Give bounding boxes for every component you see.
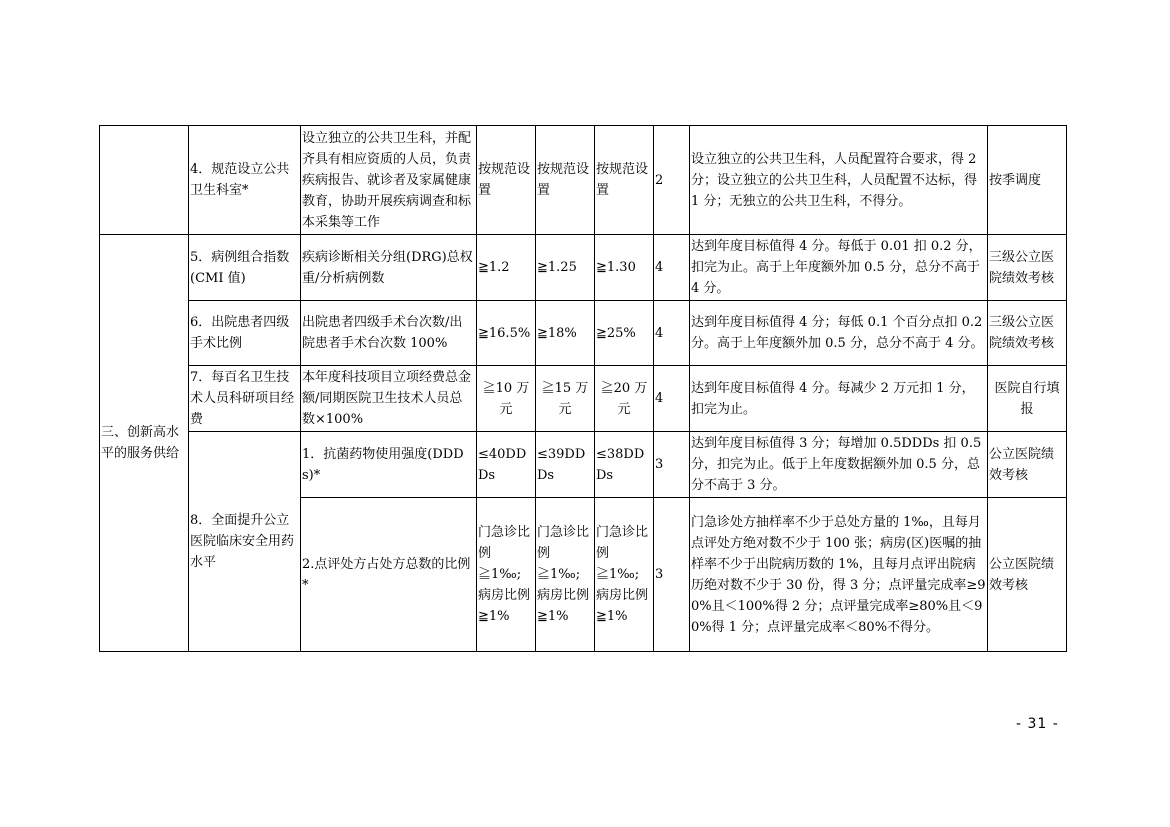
definition-cell: 本年度科技项目立项经费总金额/同期医院卫生技术人员总数×100% bbox=[301, 366, 477, 432]
rule-cell: 达到年度目标值得 4 分；每低 0.1 个百分点扣 0.2 分。高于上年度额外加 0.5 分，总分不高于 4 分。 bbox=[690, 301, 988, 366]
score-cell: 4 bbox=[654, 301, 690, 366]
target-cell: ≧1.2 bbox=[477, 235, 536, 301]
table-row bbox=[100, 235, 1067, 301]
table-row bbox=[100, 126, 1067, 235]
score-cell: 2 bbox=[654, 126, 690, 235]
table-row bbox=[100, 301, 1067, 366]
target-cell: ≧16.5% bbox=[477, 301, 536, 366]
target-cell: 门急诊比例 ≧1‰;病房比例 ≧1% bbox=[477, 498, 536, 652]
rule-cell: 设立独立的公共卫生科，人员配置符合要求，得 2 分；设立独立的公共卫生科，人员配置不达标，得 1 分；无独立的公共卫生科，不得分。 bbox=[690, 126, 988, 235]
target-cell: ≧18% bbox=[536, 301, 595, 366]
indicator-cell: 4．规范设立公共卫生科室* bbox=[189, 126, 301, 235]
target-cell: ≤40DDDs bbox=[477, 432, 536, 498]
indicator-cell: 5．病例组合指数(CMI 值) bbox=[189, 235, 301, 301]
source-cell: 三级公立医院绩效考核 bbox=[988, 301, 1067, 366]
target-cell: ≧10 万元 bbox=[477, 366, 536, 432]
target-cell: 门急诊比例 ≧1‰;病房比例 ≧1% bbox=[536, 498, 595, 652]
target-cell: ≤38DDDs bbox=[595, 432, 654, 498]
source-cell: 公立医院绩效考核 bbox=[988, 498, 1067, 652]
table-row bbox=[100, 366, 1067, 432]
sub-indicator-cell: 2.点评处方占处方总数的比例* bbox=[301, 498, 477, 652]
definition-cell: 设立独立的公共卫生科，并配齐具有相应资质的人员，负责疾病报告、就诊者及家属健康教育，协助开展疾病调查和标本采集等工作 bbox=[301, 126, 477, 235]
indicator-table bbox=[99, 125, 1067, 652]
rule-cell: 达到年度目标值得 4 分。每低于 0.01 扣 0.2 分，扣完为止。高于上年度额外加 0.5 分，总分不高于 4 分。 bbox=[690, 235, 988, 301]
score-cell: 4 bbox=[654, 366, 690, 432]
indicator-cell: 6．出院患者四级手术比例 bbox=[189, 301, 301, 366]
definition-cell: 出院患者四级手术台次数/出院患者手术台次数 100% bbox=[301, 301, 477, 366]
category-cell-blank bbox=[100, 126, 189, 235]
rule-cell: 达到年度目标值得 3 分；每增加 0.5DDDs 扣 0.5 分，扣完为止。低于上年度数据额外加 0.5 分，总分不高于 3 分。 bbox=[690, 432, 988, 498]
target-cell: ≧15 万元 bbox=[536, 366, 595, 432]
score-cell: 3 bbox=[654, 432, 690, 498]
source-cell: 按季调度 bbox=[988, 126, 1067, 235]
target-cell: ≧20 万元 bbox=[595, 366, 654, 432]
target-cell: ≧25% bbox=[595, 301, 654, 366]
target-cell: 按规范设置 bbox=[595, 126, 654, 235]
indicator-cell: 7．每百名卫生技术人员科研项目经费 bbox=[189, 366, 301, 432]
category-cell: 三、创新高水平的服务供给 bbox=[100, 235, 189, 652]
rule-cell: 达到年度目标值得 4 分。每减少 2 万元扣 1 分，扣完为止。 bbox=[690, 366, 988, 432]
page-number: - 31 - bbox=[1016, 716, 1059, 732]
source-cell: 三级公立医院绩效考核 bbox=[988, 235, 1067, 301]
target-cell: 按规范设置 bbox=[477, 126, 536, 235]
target-cell: ≧1.25 bbox=[536, 235, 595, 301]
sub-indicator-cell: 1．抗菌药物使用强度(DDDs)* bbox=[301, 432, 477, 498]
rule-cell: 门急诊处方抽样率不少于总处方量的 1‰，且每月点评处方绝对数不少于 100 张；病房(区)医嘱的抽样率不少于出院病历数的 1%，且每月点评出院病历绝对数不少于 30 份，得 3 分；点评量完成率≥90%且＜100%得 2 分；点评量完成率≥80%且＜90%得 1 分；点评量完成率＜80%不得分。 bbox=[690, 498, 988, 652]
definition-cell: 疾病诊断相关分组(DRG)总权重/分析病例数 bbox=[301, 235, 477, 301]
target-cell: ≧1.30 bbox=[595, 235, 654, 301]
source-cell: 公立医院绩效考核 bbox=[988, 432, 1067, 498]
group-indicator-cell: 8．全面提升公立医院临床安全用药水平 bbox=[189, 432, 301, 652]
target-cell: 门急诊比例 ≧1‰;病房比例 ≧1% bbox=[595, 498, 654, 652]
score-cell: 4 bbox=[654, 235, 690, 301]
target-cell: 按规范设置 bbox=[536, 126, 595, 235]
target-cell: ≤39DDDs bbox=[536, 432, 595, 498]
source-cell: 医院自行填报 bbox=[988, 366, 1067, 432]
score-cell: 3 bbox=[654, 498, 690, 652]
table-row bbox=[100, 432, 1067, 498]
